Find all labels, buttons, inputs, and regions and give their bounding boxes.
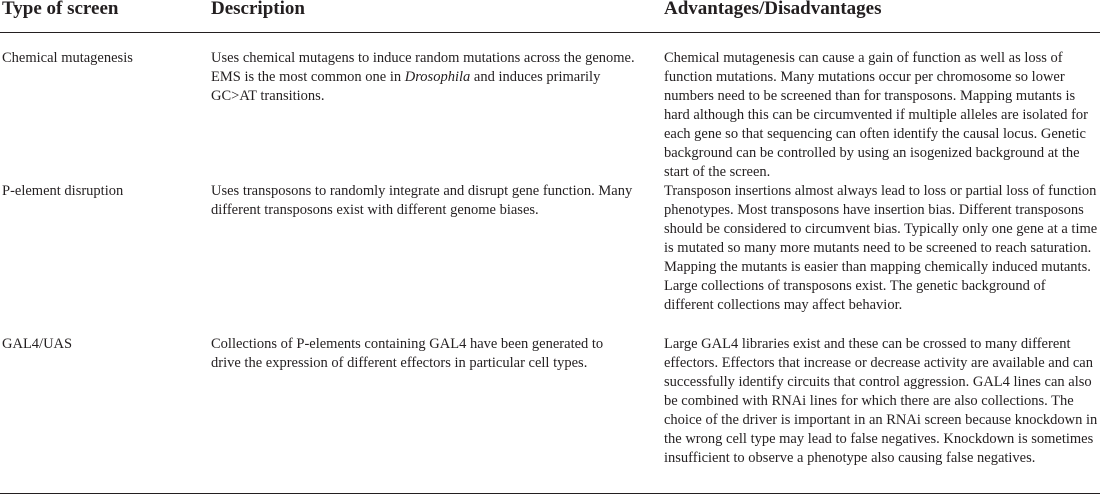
header-rule	[0, 32, 1100, 33]
screen-type-cell: P-element disruption	[2, 183, 124, 199]
screen-type-cell: GAL4/UAS	[2, 336, 73, 352]
description-italic-text: Drosophila	[404, 69, 471, 85]
description-cell	[211, 49, 636, 106]
bottom-rule	[0, 493, 1100, 494]
advantages-cell: Transposon insertions almost always lead to loss or partial loss of function phenotypes. Most transposons have insertion bias. Different transposons should be considered to circumvent bias. Typically only one gene at a time is mutated so many more mutants need to be screened to reach saturation. Mapping the mutants is easier than mapping chemically induced mutants. Large collections of transposons exist. The genetic background of different collections may affect behavior.	[664, 183, 1098, 313]
header-advantages-disadvantages: Advantages/Disadvantages	[664, 0, 882, 19]
advantages-cell: Chemical mutagenesis can cause a gain of function as well as loss of function mutations. Many mutations occur per chromosome so lower numbers need to be screened than for transposons. Mapping mutants is hard although this can be circumvented if multiple alleles are isolated for each gene so that sequencing can often identify the causal locus. Genetic background can be controlled by using an isogenized background at the start of the screen.	[664, 50, 1088, 180]
header-description: Description	[211, 0, 305, 19]
advantages-cell: Large GAL4 libraries exist and these can be crossed to many different effectors. Effectors that increase or decrease activity are available and can successfully identify circuits that control aggression. GAL4 lines can also be combined with RNAi lines for which there are also collections. The choice of the driver is important in an RNAi screen because knockdown in the wrong cell type may lead to false negatives. Knockdown is sometimes insufficient to observe a phenotype also causing false negatives.	[664, 336, 1098, 466]
description-cell	[211, 182, 636, 220]
table-header-row	[0, 0, 1100, 32]
screen-type-cell: Chemical mutagenesis	[2, 50, 133, 66]
description-text: Uses chemical mutagens to induce random mutations across the genome. EMS is the most common one in	[211, 50, 635, 85]
description-text: Collections of P-elements containing GAL4 have been generated to drive the expression of different effectors in particular cell types.	[211, 336, 604, 371]
description-text-end: and induces primarily GC>AT transitions.	[211, 69, 601, 104]
header-type-of-screen: Type of screen	[2, 0, 119, 19]
description-text: Uses transposons to randomly integrate and disrupt gene function. Many different transposons exist with different genome biases.	[211, 183, 633, 218]
description-cell	[211, 335, 636, 373]
